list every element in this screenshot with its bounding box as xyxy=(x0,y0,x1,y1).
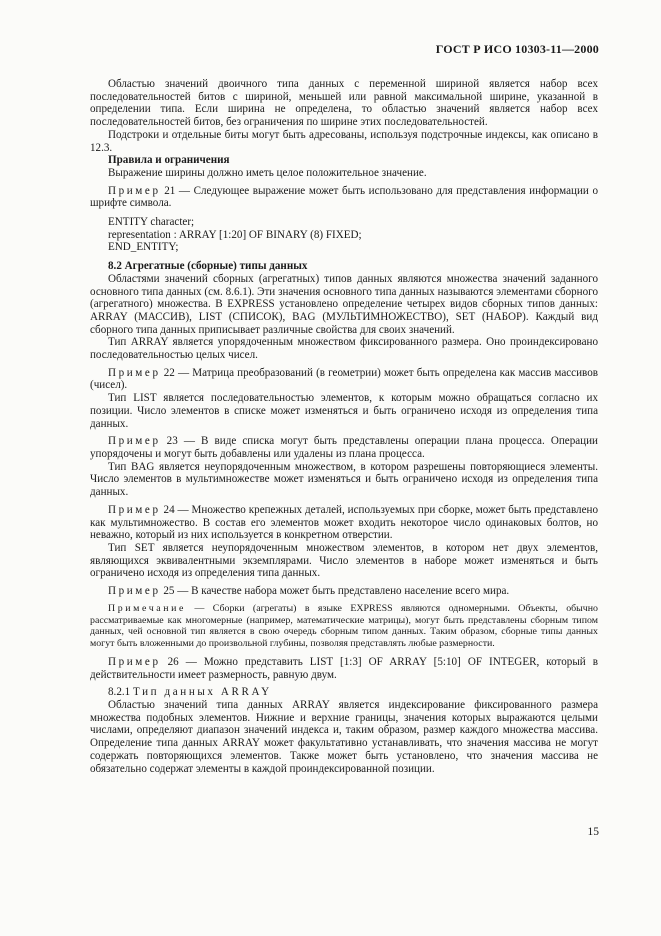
example-24 xyxy=(90,504,598,542)
paragraph: Тип SET является неупорядоченным множеством элементов, в котором нет двух элементов, являющихся эквивалентными экземплярами. Число элементов в наборе может изменяться и быть ограничено исходя из определения типа данных. xyxy=(90,541,598,580)
subsection-title: Тип данных ARRAY xyxy=(132,686,272,699)
example-25 xyxy=(90,585,598,598)
example-label: Пример xyxy=(108,435,161,448)
code-line: ENTITY character; xyxy=(108,216,195,229)
example-text: 21 — Следующее выражение может быть использовано для представления информации о шрифте символа. xyxy=(90,184,598,210)
code-line: representation : ARRAY [1:20] OF BINARY (8) FIXED; xyxy=(108,228,362,241)
subsection-heading xyxy=(90,686,598,699)
example-label: Пример xyxy=(108,585,161,598)
example-text: 23 — В виде списка могут быть представлены операции плана процесса. Операции упорядочены и могут быть добавлены или удалены из плана процесса. xyxy=(90,435,598,460)
example-text: 22 — Матрица преобразований (в геометрии) может быть определена как массив массивов (чисел). xyxy=(90,366,598,392)
code-line: END_ENTITY; xyxy=(108,241,179,254)
example-text: 25 — В качестве набора может быть представлено население всего мира. xyxy=(160,585,510,598)
example-text: 26 — Можно представить LIST [1:3] OF ARRAY [5:10] OF INTEGER, который в действительности имеет размерность, равную двум. xyxy=(90,655,598,681)
paragraph: Областями значений сборных (агрегатных) типов данных являются множества значений заданного основного типа данных (см. 8.6.1). Эти значения основного типа данных называются элементами сборного (агрегатного) множества. В EXPRESS установлено определение четырех видов сборных типов данных: ARRAY (МАССИВ), LIST (СПИСОК), BAG (МУЛЬТИМНОЖЕСТВО), SET (НАБОР). Каждый вид сборного типа данных приписывает различные свойства для своих значений. xyxy=(90,272,598,336)
subsection-number: 8.2.1 xyxy=(108,686,133,699)
note-label: Примечание xyxy=(108,602,187,614)
paragraph: Областью значений двоичного типа данных с переменной шириной является набор всех последовательностей битов с шириной, меньшей или равной максимальной ширине, указанной в определении типа. Если ширина не определена, то областью значений является набор всех последовательностей битов, без ограничения по ширине этих последовательностей. xyxy=(90,78,598,129)
paragraph: Тип LIST является последовательностью элементов, к которым можно обращаться согласно их позиции. Число элементов в списке может изменяться и быть ограничено исходя из определения типа данных. xyxy=(90,392,598,430)
paragraph: Выражение ширины должно иметь целое положительное значение. xyxy=(108,166,427,179)
paragraph: Подстроки и отдельные биты могут быть адресованы, используя подстрочные индексы, как описано в 12.3. xyxy=(90,128,598,154)
example-22 xyxy=(90,367,598,392)
standard-header: ГОСТ Р ИСО 10303-11—2000 xyxy=(435,42,599,56)
page-number: 15 xyxy=(587,826,599,838)
example-text: 24 — Множество крепежных деталей, используемых при сборке, может быть представлено как мультимножество. В состав его элементов может входить некоторое число одинаковых болтов, но неважно, который из них используется в конкретном отверстии. xyxy=(90,503,598,542)
paragraph: Тип ARRAY является упорядоченным множеством фиксированного размера. Оно проиндексировано последовательностью целых чисел. xyxy=(90,336,598,362)
example-label: Пример xyxy=(108,184,161,197)
rules-heading: Правила и ограничения xyxy=(108,154,230,167)
example-21 xyxy=(90,185,598,210)
note-text: — Сборки (агрегаты) в языке EXPRESS являются одномерными. Объекты, обычно рассматриваемые как многомерные (например, математические матрицы), могут быть представлены сборным типом данных, чей основной тип является в свою очередь сборным типом данных. Таким образом, сборные типы данных могут быть вложенными до произвольной глубины, позволяя представлять любые размерности. xyxy=(90,602,598,650)
example-23 xyxy=(90,435,598,460)
example-label: Пример xyxy=(108,503,161,516)
page-body xyxy=(90,78,598,775)
example-26 xyxy=(90,656,598,681)
example-label: Пример xyxy=(108,366,161,379)
section-heading: 8.2 Агрегатные (сборные) типы данных xyxy=(108,260,308,273)
note xyxy=(90,603,598,650)
example-label: Пример xyxy=(108,655,161,668)
paragraph: Областью значений типа данных ARRAY является индексирование фиксированного размера множества подобных элементов. Нижние и верхние границы, значения которых выражаются целыми числами, определяют диапазон значений индекса и, таким образом, размер каждого множества массива. Определение типа данных ARRAY может факультативно устанавливать, что значения массива не могут содержать повторяющихся элементов. Также может быть установлено, что значения массива не обязательно содержат элементы в каждой проиндексированной позиции. xyxy=(90,699,598,775)
paragraph: Тип BAG является неупорядоченным множеством, в котором разрешены повторяющиеся элементы. Число элементов в мультимножестве может изменяться и быть ограничено исходя из определения типа данных. xyxy=(90,460,598,499)
